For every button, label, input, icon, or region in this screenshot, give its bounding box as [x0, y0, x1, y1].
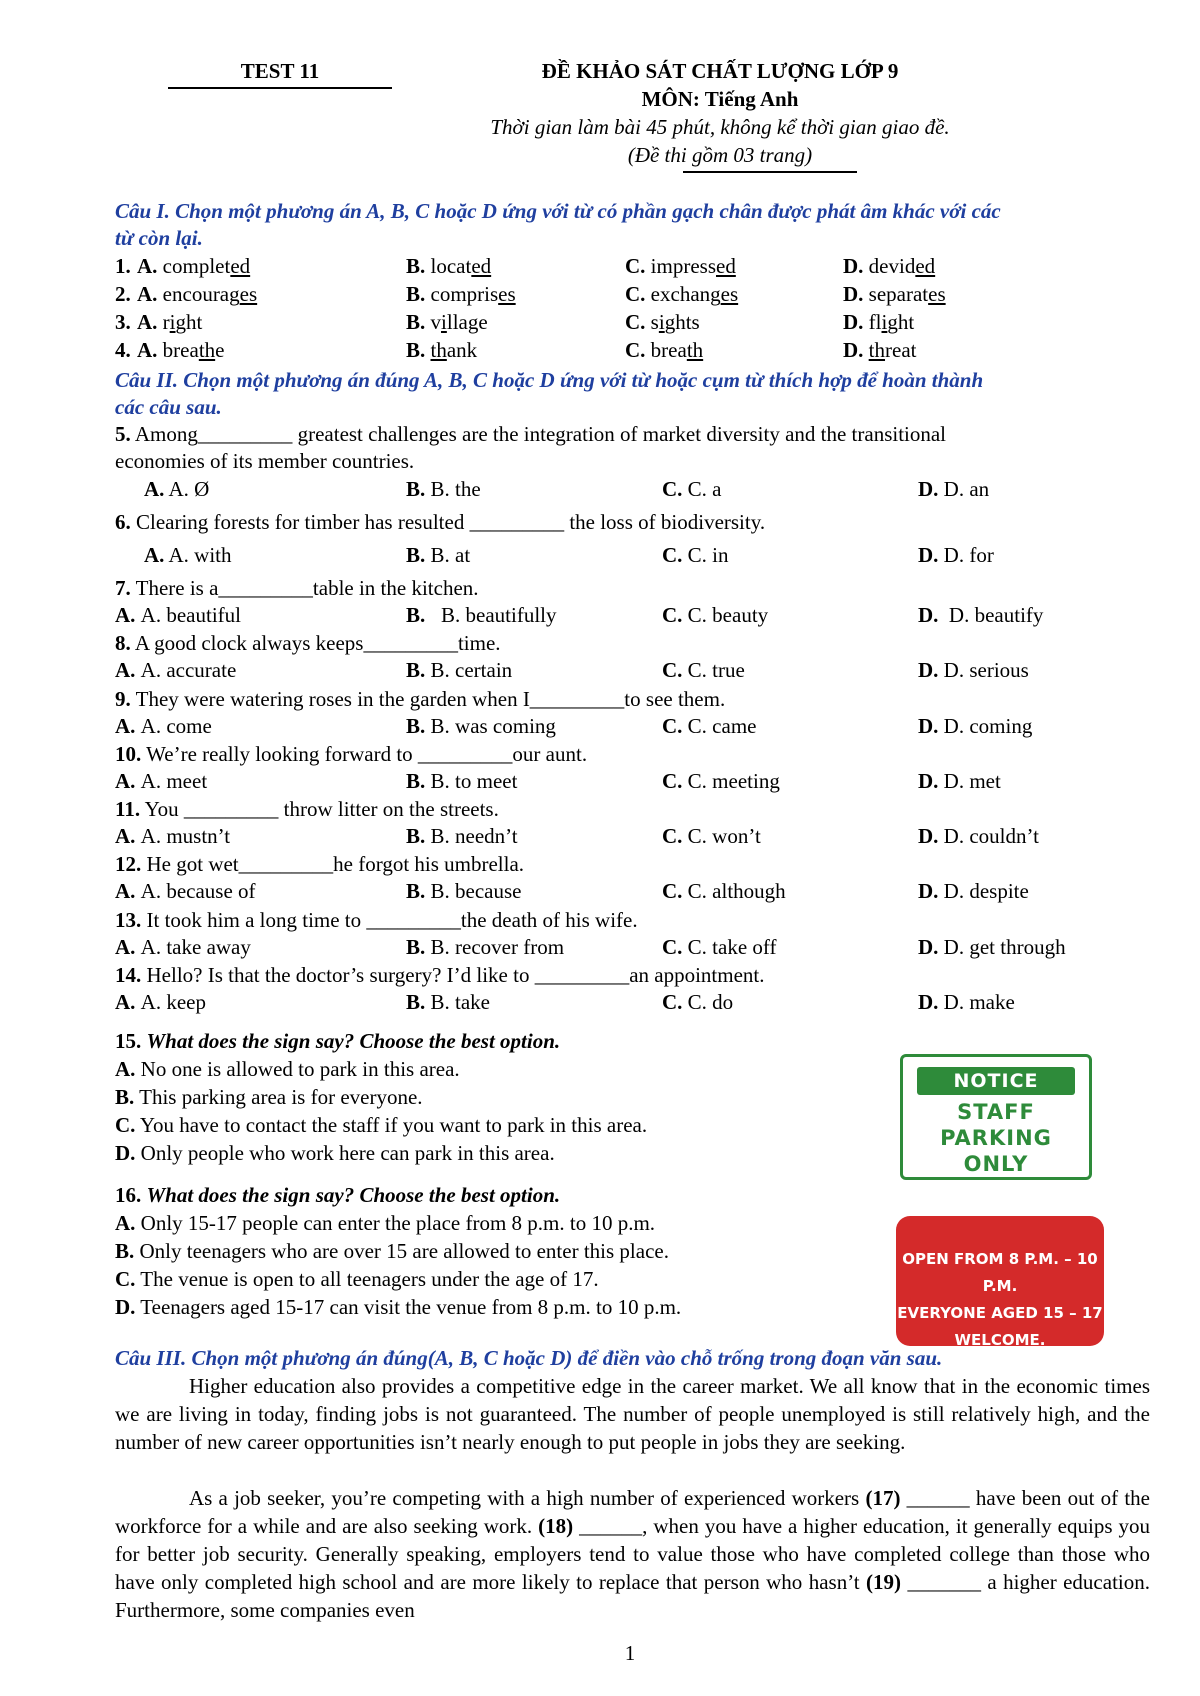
- question-3-option-c: C. sights: [625, 310, 700, 334]
- question-5-cont: economies of its member countries.: [115, 449, 415, 473]
- q6-option-d: D. D. for: [918, 543, 994, 567]
- question-3-option-d: D. flight: [843, 310, 915, 334]
- question-2-option-b: B. comprises: [406, 282, 516, 306]
- question-10-option-a: A. A. meet: [115, 769, 208, 793]
- q15-option-d: D. Only people who work here can park in this area.: [115, 1141, 555, 1165]
- question-2-option-c: C. exchanges: [625, 282, 739, 306]
- question-13-option-c: C. C. take off: [662, 935, 777, 959]
- question-3-option-a: A. right: [137, 310, 203, 334]
- question-9: 9. They were watering roses in the garden when I_________to see them.: [115, 687, 726, 711]
- test-label: TEST 11: [240, 59, 320, 83]
- question-10-option-c: C. C. meeting: [662, 769, 780, 793]
- q5-option-b: B. B. the: [406, 477, 481, 501]
- section2-heading: Câu II. Chọn một phương án đúng A, B, C hoặc D ứng với từ hoặc cụm từ thích hợp để hoàn thành: [115, 368, 984, 392]
- q6-option-c: C. C. in: [662, 543, 729, 567]
- section2-heading-cont: các câu sau.: [115, 395, 222, 419]
- question-12-option-c: C. C. although: [662, 879, 786, 903]
- question-8-option-c: C. C. true: [662, 658, 745, 682]
- question-12-option-b: B. B. because: [406, 879, 522, 903]
- question-11-option-a: A. A. mustn’t: [115, 824, 231, 848]
- question-4-option-d: D. threat: [843, 338, 917, 362]
- question-10-option-d: D. D. met: [918, 769, 1001, 793]
- q6-option-b: B. B. at: [406, 543, 471, 567]
- question-14-option-b: B. B. take: [406, 990, 490, 1014]
- question-12-option-a: A. A. because of: [115, 879, 256, 903]
- question-13: 13. It took him a long time to _________the death of his wife.: [115, 908, 638, 932]
- question-10: 10. We’re really looking forward to _________our aunt.: [115, 742, 588, 766]
- question-1-option-a: A. completed: [137, 254, 251, 278]
- question-7-option-a: A. A. beautiful: [115, 603, 241, 627]
- question-10-option-b: B. B. to meet: [406, 769, 518, 793]
- question-1-number: 1.: [115, 254, 131, 278]
- question-4-option-a: A. breathe: [137, 338, 225, 362]
- question-14-option-c: C. C. do: [662, 990, 734, 1014]
- sign-notice-label: NOTICE: [917, 1067, 1075, 1095]
- test-label-underline: [168, 87, 392, 89]
- question-2-option-a: A. encourages: [137, 282, 258, 306]
- time-note: Thời gian làm bài 45 phút, không kể thời gian giao đề.: [490, 115, 950, 139]
- q16-option-c: C. The venue is open to all teenagers under the age of 17.: [115, 1267, 599, 1291]
- pages-note: (Đề thi gồm 03 trang): [627, 143, 813, 167]
- section1-heading-cont: từ còn lại.: [115, 226, 203, 250]
- question-12: 12. He got wet_________he forgot his umbrella.: [115, 852, 525, 876]
- question-7-option-c: C. C. beauty: [662, 603, 769, 627]
- question-11: 11. You _________ throw litter on the streets.: [115, 797, 499, 821]
- q16-option-b: B. Only teenagers who are over 15 are allowed to enter this place.: [115, 1239, 669, 1263]
- section3-heading: Câu III. Chọn một phương án đúng(A, B, C hoặc D) để điền vào chỗ trống trong đoạn văn sau.: [115, 1346, 943, 1370]
- exam-title: ĐỀ KHẢO SÁT CHẤT LƯỢNG LỚP 9: [541, 59, 899, 83]
- subject-title: MÔN: Tiếng Anh: [641, 87, 799, 111]
- q5-option-c: C. C. a: [662, 477, 722, 501]
- staff-parking-sign: [900, 1054, 1092, 1180]
- passage-paragraph-1: Higher education also provides a competitive edge in the career market. We all know that in the economic times we are living in today, finding jobs is not guaranteed. The number of people unemployed is still relatively high, and the number of new career opportunities isn’t nearly enough to put people in jobs they are seeking.: [115, 1374, 1150, 1454]
- question-8-option-b: B. B. certain: [406, 658, 513, 682]
- q16-option-a: A. Only 15-17 people can enter the place from 8 p.m. to 10 p.m.: [115, 1211, 656, 1235]
- page-number: 1: [624, 1641, 636, 1665]
- sign-opening-text: OPEN FROM 8 P.M. – 10 P.M. EVERYONE AGED 15 – 17 WELCOME.: [897, 1250, 1103, 1349]
- question-1-option-b: B. located: [406, 254, 492, 278]
- question-7: 7. There is a_________table in the kitchen.: [115, 576, 479, 600]
- question-12-option-d: D. D. despite: [918, 879, 1029, 903]
- question-7-option-d: D. D. beautify: [918, 603, 1044, 627]
- q15-option-b: B. This parking area is for everyone.: [115, 1085, 423, 1109]
- question-7-option-b: B. B. beautifully: [406, 603, 557, 627]
- question-14: 14. Hello? Is that the doctor’s surgery? I’d like to _________an appointment.: [115, 963, 765, 987]
- q5-option-d: D. D. an: [918, 477, 990, 501]
- sign-staff-parking-text: STAFF PARKING ONLY: [940, 1100, 1052, 1176]
- question-8-option-d: D. D. serious: [918, 658, 1029, 682]
- question-9-option-c: C. C. came: [662, 714, 757, 738]
- question-14-option-d: D. D. make: [918, 990, 1015, 1014]
- opening-hours-sign: [896, 1216, 1104, 1349]
- q15-option-a: A. No one is allowed to park in this area.: [115, 1057, 460, 1081]
- q16-option-d: D. Teenagers aged 15-17 can visit the venue from 8 p.m. to 10 p.m.: [115, 1295, 682, 1319]
- question-13-option-a: A. A. take away: [115, 935, 251, 959]
- question-2-number: 2.: [115, 282, 131, 306]
- q15-option-c: C. You have to contact the staff if you want to park in this area.: [115, 1113, 648, 1137]
- question-11-option-d: D. D. couldn’t: [918, 824, 1039, 848]
- question-1-option-c: C. impressed: [625, 254, 736, 278]
- question-5: 5. Among_________ greatest challenges are the integration of market diversity and the transitional: [115, 422, 947, 446]
- question-9-option-d: D. D. coming: [918, 714, 1033, 738]
- question-13-option-b: B. B. recover from: [406, 935, 565, 959]
- question-9-option-a: A. A. come: [115, 714, 212, 738]
- question-14-option-a: A. A. keep: [115, 990, 206, 1014]
- question-3-number: 3.: [115, 310, 131, 334]
- q6-option-a: A. A. with: [144, 543, 232, 567]
- question-15: 15. What does the sign say? Choose the best option.: [115, 1029, 561, 1053]
- question-3-option-b: B. village: [406, 310, 488, 334]
- section1-heading: Câu I. Chọn một phương án A, B, C hoặc D ứng với từ có phần gạch chân được phát âm khác với các: [115, 199, 1001, 223]
- question-13-option-d: D. D. get through: [918, 935, 1066, 959]
- question-1-option-d: D. devided: [843, 254, 936, 278]
- q5-option-a: A. A. Ø: [144, 477, 210, 501]
- question-11-option-b: B. B. needn’t: [406, 824, 518, 848]
- question-4-number: 4.: [115, 338, 131, 362]
- question-16: 16. What does the sign say? Choose the best option.: [115, 1183, 561, 1207]
- question-2-option-d: D. separates: [843, 282, 946, 306]
- pages-note-underline: [683, 171, 857, 173]
- question-11-option-c: C. C. won’t: [662, 824, 761, 848]
- question-9-option-b: B. B. was coming: [406, 714, 556, 738]
- question-4-option-b: B. thank: [406, 338, 478, 362]
- question-4-option-c: C. breath: [625, 338, 704, 362]
- question-6: 6. Clearing forests for timber has resulted _________ the loss of biodiversity.: [115, 510, 766, 534]
- question-8-option-a: A. A. accurate: [115, 658, 237, 682]
- passage-paragraph-2: As a job seeker, you’re competing with a high number of experienced workers (17) ______ have been out of the workforce for a while and are also seeking work. (18) ______, when you have a higher education, it generally equips you for better job security. Generally speaking, employers tend to value those who have completed college than those who have only completed high school and are more likely to replace that person who hasn’t (19) _______ a higher education. Furthermore, some companies even: [115, 1486, 1151, 1622]
- question-8: 8. A good clock always keeps_________time.: [115, 631, 501, 655]
